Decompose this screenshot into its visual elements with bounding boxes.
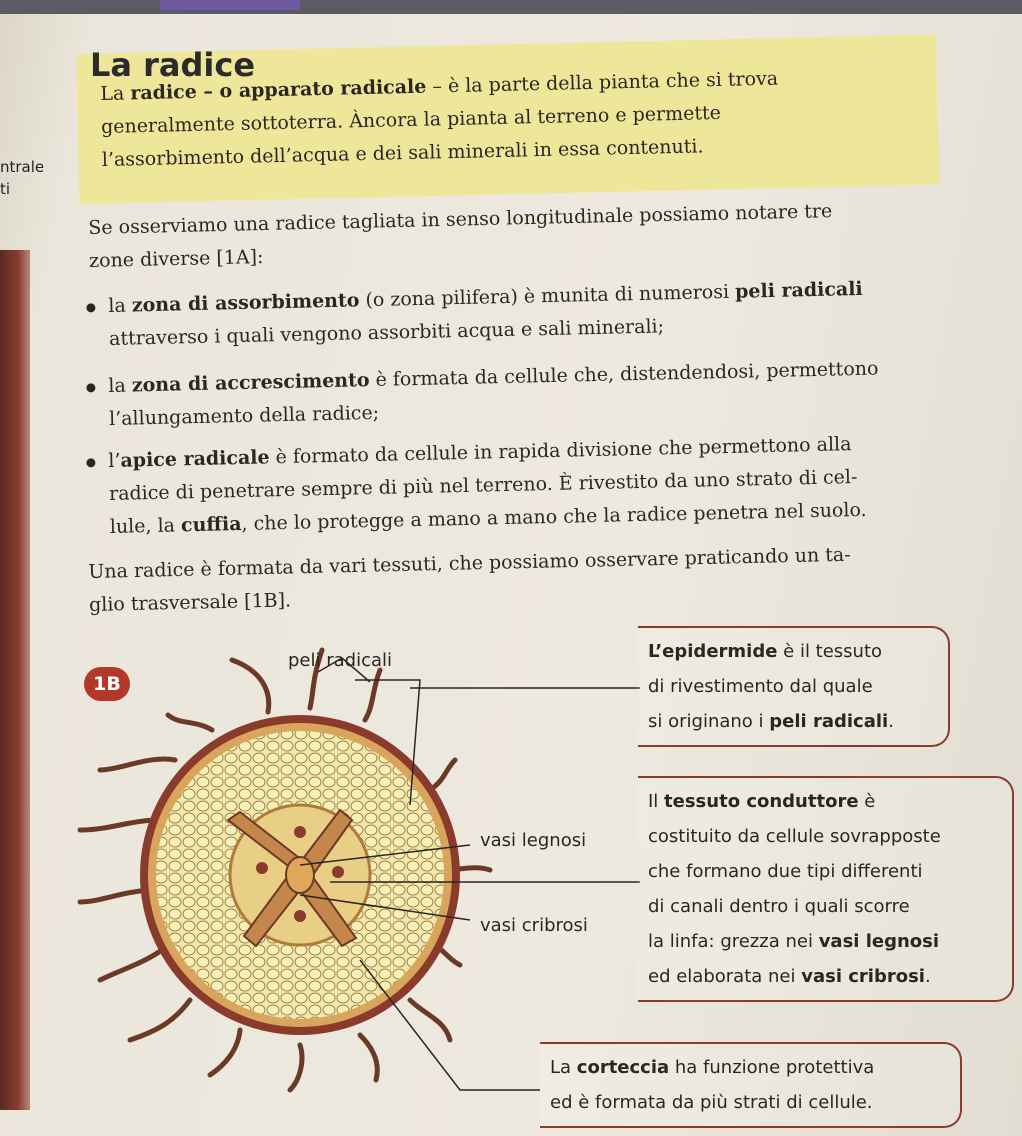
- bullet-dot: [86, 383, 95, 392]
- bullet-zona-accrescimento: la zona di accrescimento è formata da cellule che, distendendosi, permettono l’allungamento della radice;: [108, 350, 1009, 436]
- bullet-dot: [86, 458, 95, 467]
- page-title: La radice: [90, 46, 256, 84]
- callout-corteccia: La corteccia ha funzione protettiva ed è formata da più strati di cellule.: [540, 1042, 962, 1128]
- bullet-dot: [86, 303, 95, 312]
- paragraph-zones: Se osserviamo una radice tagliata in senso longitudinale possiamo notare tre zone diverse [1A]:: [88, 200, 833, 272]
- term-radice: radice – o apparato radicale: [130, 75, 427, 105]
- page-top-accent: [160, 0, 300, 10]
- callout-tessuto-conduttore: Il tessuto conduttore è costituito da cellule sovrapposte che formano due tipi differenti di canali dentro i quali scorre la linfa: grezza nei vasi legnosi ed elaborata nei vasi cribrosi.: [638, 776, 1014, 1002]
- figure-badge-1b: 1B: [84, 667, 130, 701]
- label-vasi-cribrosi: vasi cribrosi: [480, 915, 588, 936]
- paragraph-tissues: Una radice è formata da vari tessuti, che possiamo osservare praticando un ta- glio trasversale [1B].: [88, 543, 851, 616]
- bullet-zona-assorbimento: la zona di assorbimento (o zona pilifera) è munita di numerosi peli radicali attraverso i quali vengono assorbiti acqua e sali minerali;: [108, 270, 1009, 356]
- page-top-band: [0, 0, 1022, 14]
- margin-note-1: ntrale: [0, 158, 45, 176]
- label-vasi-legnosi: vasi legnosi: [480, 830, 587, 851]
- label-peli-radicali: peli radicali: [288, 650, 393, 671]
- bullet-apice-radicale: l’apice radicale è formato da cellule in rapida divisione che permettono alla radice di penetrare sempre di più nel terreno. È rivestito da uno strato di cel- lule, la cuffia, che lo protegge a mano a mano che la radice penetra nel suolo.: [108, 425, 1010, 544]
- intro-definition: La radice – o apparato radicale – è la parte della pianta che si trova generalmente sottoterra. Àncora la pianta al terreno e permette l’assorbimento dell’acqua e dei sali minerali in essa contenuti.: [100, 67, 779, 171]
- callout-epidermide: L’epidermide è il tessuto di rivestimento dal quale si originano i peli radicali.: [638, 626, 950, 747]
- margin-note-2: ti: [0, 180, 11, 198]
